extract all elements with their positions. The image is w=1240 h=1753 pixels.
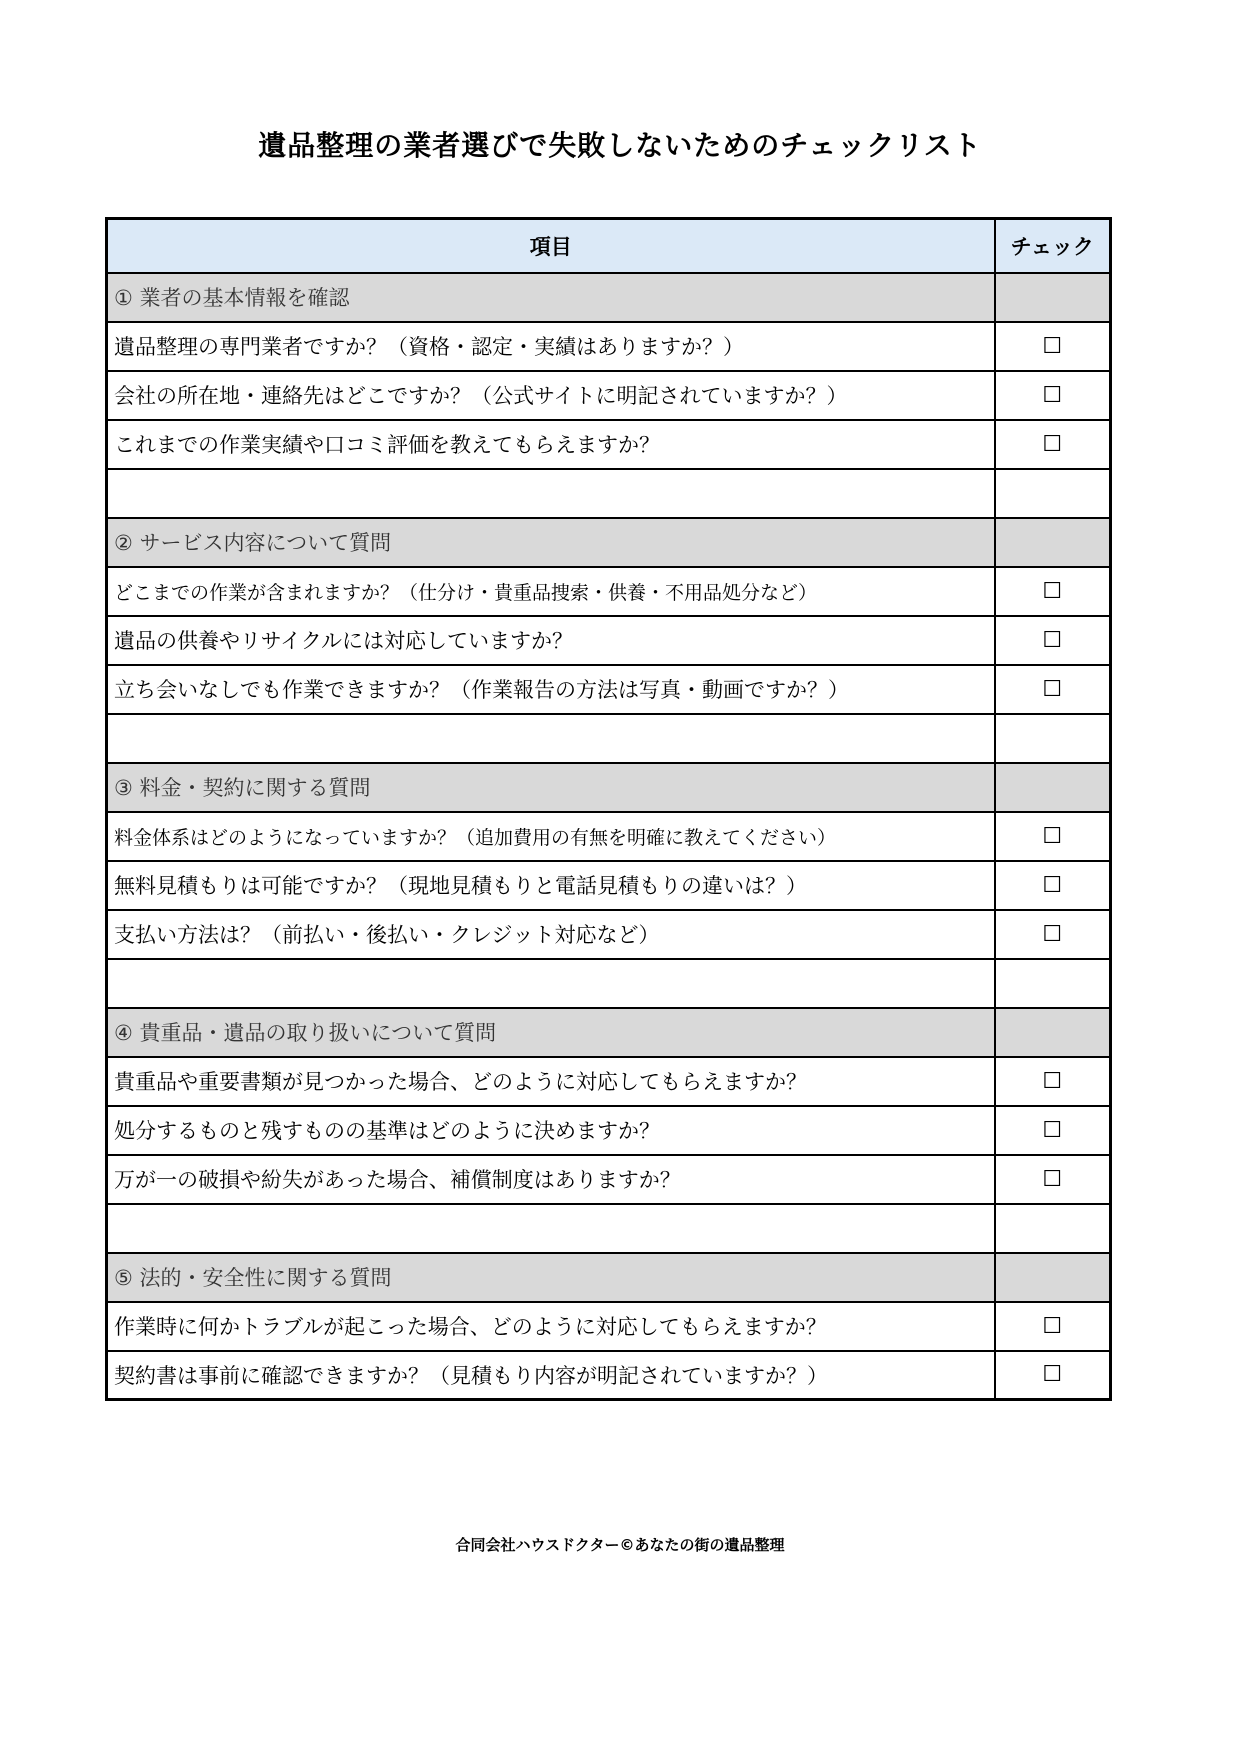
checkbox[interactable]: ☐ xyxy=(995,371,1111,420)
table-row xyxy=(107,420,1111,469)
table-row xyxy=(107,1106,1111,1155)
item-text: 遺品整理の専門業者ですか？（資格・認定・実績はありますか？） xyxy=(107,322,995,371)
table-row xyxy=(107,812,1111,861)
section-row xyxy=(107,273,1111,322)
header-check: チェック xyxy=(995,219,1111,273)
table-row xyxy=(107,371,1111,420)
table-header-row xyxy=(107,219,1111,273)
section-heading: ③ 料金・契約に関する質問 xyxy=(107,763,995,812)
checkbox[interactable]: ☐ xyxy=(995,910,1111,959)
blank-cell xyxy=(107,959,995,1008)
section-heading: ② サービス内容について質問 xyxy=(107,518,995,567)
table-row xyxy=(107,665,1111,714)
section-heading: ⑤ 法的・安全性に関する質問 xyxy=(107,1253,995,1302)
checklist-table xyxy=(105,217,1112,1401)
table-row xyxy=(107,910,1111,959)
checkbox[interactable]: ☐ xyxy=(995,1155,1111,1204)
item-text: 貴重品や重要書類が見つかった場合、どのように対応してもらえますか？ xyxy=(107,1057,995,1106)
checkbox[interactable]: ☐ xyxy=(995,322,1111,371)
checkbox[interactable]: ☐ xyxy=(995,1106,1111,1155)
item-text: 万が一の破損や紛失があった場合、補償制度はありますか？ xyxy=(107,1155,995,1204)
section-row xyxy=(107,763,1111,812)
checkbox[interactable]: ☐ xyxy=(995,616,1111,665)
checkbox[interactable]: ☐ xyxy=(995,567,1111,616)
checkbox[interactable]: ☐ xyxy=(995,1057,1111,1106)
page-title: 遺品整理の業者選びで失敗しないためのチェックリスト xyxy=(258,129,982,162)
item-text: どこまでの作業が含まれますか？（仕分け・貴重品捜索・供養・不用品処分など） xyxy=(107,567,995,616)
item-text: 無料見積もりは可能ですか？（現地見積もりと電話見積もりの違いは？） xyxy=(107,861,995,910)
table-row xyxy=(107,1057,1111,1106)
section-heading: ④ 貴重品・遺品の取り扱いについて質問 xyxy=(107,1008,995,1057)
header-item: 項目 xyxy=(107,219,995,273)
checkbox[interactable]: ☐ xyxy=(995,1302,1111,1351)
blank-cell xyxy=(107,1204,995,1253)
blank-row xyxy=(107,469,1111,518)
section-check-cell xyxy=(995,1253,1111,1302)
blank-cell xyxy=(995,1204,1111,1253)
checkbox[interactable]: ☐ xyxy=(995,665,1111,714)
table-row xyxy=(107,1302,1111,1351)
checkbox[interactable]: ☐ xyxy=(995,861,1111,910)
item-text: 作業時に何かトラブルが起こった場合、どのように対応してもらえますか？ xyxy=(107,1302,995,1351)
section-row xyxy=(107,518,1111,567)
blank-cell xyxy=(107,714,995,763)
section-check-cell xyxy=(995,273,1111,322)
item-text: 契約書は事前に確認できますか？（見積もり内容が明記されていますか？） xyxy=(107,1351,995,1400)
blank-cell xyxy=(995,959,1111,1008)
blank-cell xyxy=(995,714,1111,763)
table-row xyxy=(107,567,1111,616)
item-text: 支払い方法は？（前払い・後払い・クレジット対応など） xyxy=(107,910,995,959)
item-text: 遺品の供養やリサイクルには対応していますか？ xyxy=(107,616,995,665)
section-row xyxy=(107,1253,1111,1302)
item-text: 会社の所在地・連絡先はどこですか？（公式サイトに明記されていますか？） xyxy=(107,371,995,420)
section-check-cell xyxy=(995,763,1111,812)
checkbox[interactable]: ☐ xyxy=(995,1351,1111,1400)
item-text: 料金体系はどのようになっていますか？（追加費用の有無を明確に教えてください） xyxy=(107,812,995,861)
table-row xyxy=(107,1155,1111,1204)
item-text: 立ち会いなしでも作業できますか？（作業報告の方法は写真・動画ですか？） xyxy=(107,665,995,714)
section-row xyxy=(107,1008,1111,1057)
section-check-cell xyxy=(995,518,1111,567)
item-text: 処分するものと残すものの基準はどのように決めますか？ xyxy=(107,1106,995,1155)
table-row xyxy=(107,861,1111,910)
blank-cell xyxy=(107,469,995,518)
blank-row xyxy=(107,959,1111,1008)
blank-cell xyxy=(995,469,1111,518)
checkbox[interactable]: ☐ xyxy=(995,420,1111,469)
blank-row xyxy=(107,1204,1111,1253)
section-check-cell xyxy=(995,1008,1111,1057)
footer-copyright: 合同会社ハウスドクター©あなたの街の遺品整理 xyxy=(455,1536,785,1554)
table-row xyxy=(107,322,1111,371)
item-text: これまでの作業実績や口コミ評価を教えてもらえますか？ xyxy=(107,420,995,469)
blank-row xyxy=(107,714,1111,763)
table-row xyxy=(107,616,1111,665)
table-row xyxy=(107,1351,1111,1400)
section-heading: ① 業者の基本情報を確認 xyxy=(107,273,995,322)
checkbox[interactable]: ☐ xyxy=(995,812,1111,861)
